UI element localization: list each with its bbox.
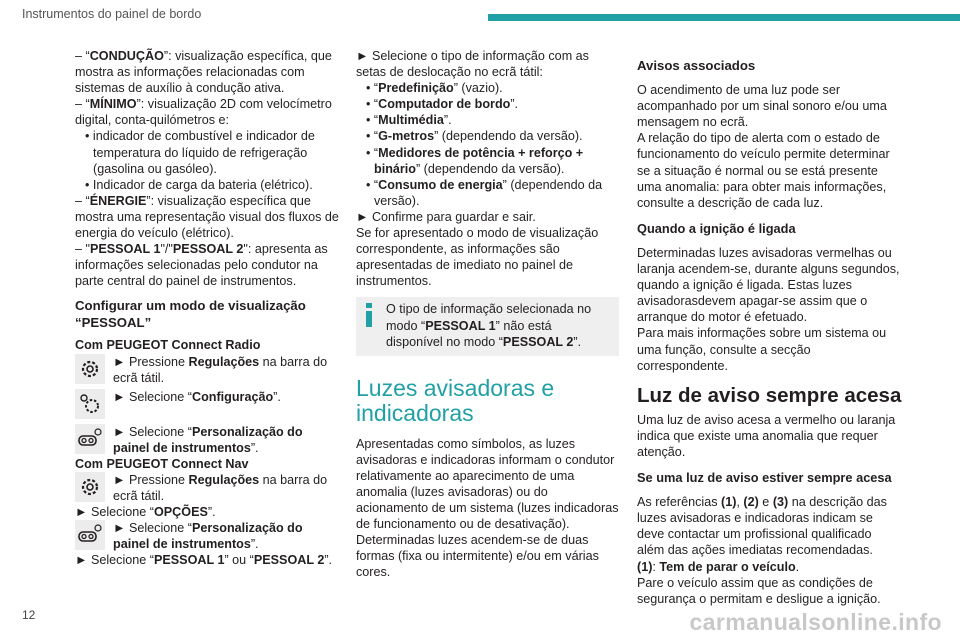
info-text: O tipo de informação selecionada no modo “PESSOAL 1” não está disponível no modo “PESSOAL 2”. [386, 302, 592, 349]
sempre-p: Uma luz de aviso acesa a vermelho ou laranja indica que existe uma anomalia que requer atenção. [637, 412, 896, 459]
ignicao-p1: Determinadas luzes avisadoras vermelhas ou laranja acendem-se, durante alguns segundos, quando a ignição é ligada. Estas luzes avisadorasdevem apagar-se assim que o arranque do motor é efetuado. [637, 245, 900, 325]
page-header-title: Instrumentos do painel de bordo [22, 7, 202, 21]
references-p: As referências (1), (2) e (3) na descrição das luzes avisadoras e indicadoras indicam se deve contactar um profissional qualificado além das ações imediatas recomendadas. [637, 495, 887, 558]
heading-config: Configurar um modo de visualização “PESSOAL” [75, 298, 306, 331]
page-number: 12 [22, 608, 36, 622]
dashboard-settings-icon [75, 520, 105, 550]
header-accent-bar [488, 14, 960, 21]
step-nav-2: ► Selecione “OPÇÕES”. [75, 505, 216, 520]
gear-icon [75, 472, 105, 502]
info-icon [365, 303, 373, 327]
heading-ignicao: Quando a ignição é ligada [637, 220, 796, 236]
settings-gears-icon [75, 389, 105, 419]
step-radio-2: ► Selecione “Configuração”. [75, 389, 340, 419]
step-nav-1: ► Pressione Regulações na barra do ecrã tátil. [75, 472, 340, 504]
option-multimedia: • “Multimédia”. [366, 113, 452, 128]
option-computador: • “Computador de bordo”. [366, 97, 519, 112]
bullet-battery: • Indicador de carga da bateria (elétrico). [85, 177, 313, 192]
option-medidores: • “Medidores de potência + reforço + binário” (dependendo da versão). [366, 145, 584, 176]
info-box [356, 297, 619, 355]
mode-conducao: – “CONDUÇÃO”: visualização específica, que mostra as informações relacionadas com sistemas de auxílio à condução ativa. [75, 49, 332, 96]
heading-se-sempre-acesa: Se uma luz de aviso estiver sempre acesa [637, 470, 892, 486]
select-info-type: ► Selecione o tipo de informação com as setas de deslocação no ecrã tátil: [356, 49, 589, 80]
heading-connect-radio: Com PEUGEOT Connect Radio [75, 338, 261, 353]
dashboard-settings-icon [75, 424, 105, 454]
luzes-intro: Apresentadas como símbolos, as luzes avisadoras e indicadoras informam o condutor relativamente ao aparecimento de uma anomalia (luzes avisadoras) ou do acionamento de um sistema (luzes indicadoras de funcionamento ou de desativação). Determinadas luzes acendem-se de duas formas (fixa ou intermitente) e/ou em várias cores. [356, 436, 619, 580]
mode-minimo: – “MÍNIMO”: visualização 2D com velocímetro digital, conta-quilómetros e: [75, 97, 332, 128]
mode-energie: – “ÉNERGIE”: visualização específica que mostra uma representação visual dos fluxos de energia do veículo (elétrico). [75, 193, 339, 241]
step-nav-3: ► Selecione “Personalização do painel de instrumentos”. [75, 520, 340, 552]
watermark: carmanualsonline.info [689, 609, 942, 635]
ref-1: (1): Tem de parar o veículo. [637, 559, 800, 574]
gear-icon [75, 354, 105, 384]
section-title-luzes: Luzes avisadoras e indicadoras [356, 374, 555, 426]
ignicao-p2: Para mais informações sobre um sistema ou uma função, consulte a secção correspondente. [637, 326, 887, 373]
column-1 [75, 48, 340, 569]
heading-connect-nav: Com PEUGEOT Connect Nav [75, 456, 249, 471]
option-g-metros: • “G-metros” (dependendo da versão). [366, 129, 583, 144]
confirm-step: ► Confirme para guardar e sair. [356, 209, 536, 224]
option-predefinicao: • “Predefinição” (vazio). [366, 81, 503, 96]
step-nav-4: ► Selecione “PESSOAL 1” ou “PESSOAL 2”. [75, 553, 333, 568]
column-2 [356, 48, 619, 581]
step-radio-1: ► Pressione Regulações na barra do ecrã tátil. [75, 354, 340, 386]
option-consumo: • “Consumo de energia” (dependendo da versão). [366, 177, 603, 208]
avisos-p1: O acendimento de uma luz pode ser acompanhado por um sinal sonoro e/ou uma mensagem no ecrã. [637, 83, 887, 130]
ref-1-desc: Pare o veículo assim que as condições de segurança o permitam e desligue a ignição. [637, 575, 881, 606]
display-note: Se for apresentado o modo de visualização correspondente, as informações são apresentadas de imediato no painel de instrumentos. [356, 226, 599, 289]
section-title-sempre-acesa: Luz de aviso sempre acesa [637, 383, 902, 407]
heading-avisos: Avisos associados [637, 58, 756, 73]
bullet-fuel: • indicador de combustível e indicador de temperatura do líquido de refrigeração (gasolina ou gasóleo). [85, 129, 315, 176]
step-radio-3: ► Selecione “Personalização do painel de instrumentos”. [75, 424, 340, 456]
mode-pessoal: – "PESSOAL 1"/"PESSOAL 2": apresenta as informações selecionadas pelo condutor na parte central do painel de instrumentos. [75, 242, 328, 289]
avisos-p2: A relação do tipo de alerta com o estado de funcionamento do veículo permite determinar se a situação é normal ou se está presente uma anomalia: para obter mais informações, consulte a descrição de cada luz. [637, 131, 890, 210]
column-3 [637, 58, 902, 607]
